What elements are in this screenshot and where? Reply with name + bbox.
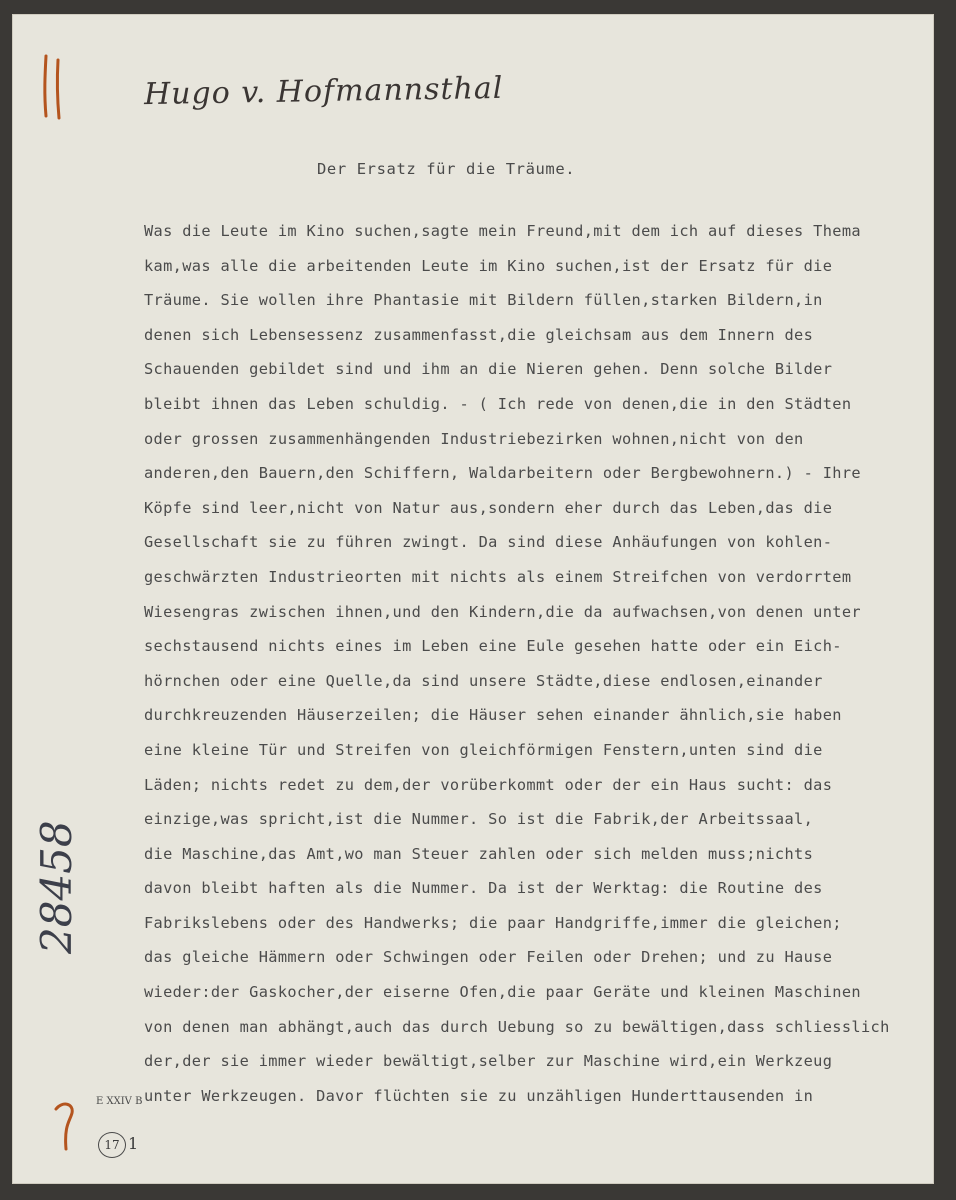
- text-line: durchkreuzenden Häuserzeilen; die Häuser sehen einander ähnlich,sie haben: [144, 706, 842, 725]
- text-line: geschwärzten Industrieorten mit nichts als einem Streifchen von verdorrtem: [144, 567, 852, 586]
- circled-folio-number: 17: [98, 1132, 126, 1158]
- text-line: sechstausend nichts eines im Leben eine Eule gesehen hatte oder ein Eich-: [144, 637, 842, 656]
- text-line: die Maschine,das Amt,wo man Steuer zahlen oder sich melden muss;nichts: [144, 844, 814, 863]
- text-line: Träume. Sie wollen ihre Phantasie mit Bildern füllen,starken Bildern,in: [144, 291, 823, 310]
- text-line: einzige,was spricht,ist die Nummer. So ist die Fabrik,der Arbeitssaal,: [144, 810, 814, 829]
- text-line: Was die Leute im Kino suchen,sagte mein Freund,mit dem ich auf dieses Thema: [144, 222, 861, 240]
- text-line: Schauenden gebildet sind und ihm an die Nieren gehen. Denn solche Bilder: [144, 360, 833, 379]
- text-line: kam,was alle die arbeitenden Leute im Kino suchen,ist der Ersatz für die: [144, 256, 833, 275]
- red-pencil-hook: [52, 1099, 82, 1159]
- text-line: davon bleibt haften als die Nummer. Da ist der Werktag: die Routine des: [144, 879, 823, 898]
- text-line: unter Werkzeugen. Davor flüchten sie zu unzähligen Hunderttausenden in: [144, 1086, 814, 1105]
- red-pencil-marks: [40, 54, 70, 124]
- text-line: denen sich Lebensessenz zusammenfasst,die gleichsam aus dem Innern des: [144, 325, 814, 344]
- text-line: eine kleine Tür und Streifen von gleichförmigen Fenstern,unten sind die: [144, 740, 823, 759]
- text-line: Läden; nichts redet zu dem,der vorüberkommt oder der ein Haus sucht: das: [144, 775, 833, 794]
- text-line: bleibt ihnen das Leben schuldig. - ( Ich rede von denen,die in den Städten: [144, 394, 852, 413]
- document-title: Der Ersatz für die Träume.: [317, 160, 576, 178]
- archive-number: 28458: [32, 820, 81, 954]
- text-line: das gleiche Hämmern oder Schwingen oder Feilen oder Drehen; und zu Hause: [144, 948, 833, 967]
- text-line: hörnchen oder eine Quelle,da sind unsere Städte,diese endlosen,einander: [144, 671, 823, 690]
- text-line: Wiesengras zwischen ihnen,und den Kindern,die da aufwachsen,von denen unter: [144, 602, 861, 621]
- page-number: 1: [128, 1134, 139, 1153]
- text-line: von denen man abhängt,auch das durch Uebung so zu bewältigen,dass schliesslich: [144, 1017, 890, 1036]
- text-line: Gesellschaft sie zu führen zwingt. Da sind diese Anhäufungen von kohlen-: [144, 533, 833, 552]
- typewritten-body: [144, 214, 934, 1113]
- text-line: wieder:der Gaskocher,der eiserne Ofen,die paar Geräte und kleinen Maschinen: [144, 983, 861, 1002]
- handwritten-header: Hugo v. Hofmannsthal: [143, 70, 504, 113]
- text-line: oder grossen zusammenhängenden Industriebezirken wohnen,nicht von den: [144, 429, 804, 448]
- document-page: [12, 14, 934, 1184]
- text-line: der,der sie immer wieder bewältigt,selber zur Maschine wird,ein Werkzeug: [144, 1052, 833, 1071]
- text-line: anderen,den Bauern,den Schiffern, Waldarbeitern oder Bergbewohnern.) - Ihre: [144, 464, 861, 483]
- archive-code: E XXIV B: [96, 1096, 143, 1107]
- text-line: Köpfe sind leer,nicht von Natur aus,sondern eher durch das Leben,das die: [144, 498, 833, 517]
- text-line: Fabrikslebens oder des Handwerks; die paar Handgriffe,immer die gleichen;: [144, 913, 842, 932]
